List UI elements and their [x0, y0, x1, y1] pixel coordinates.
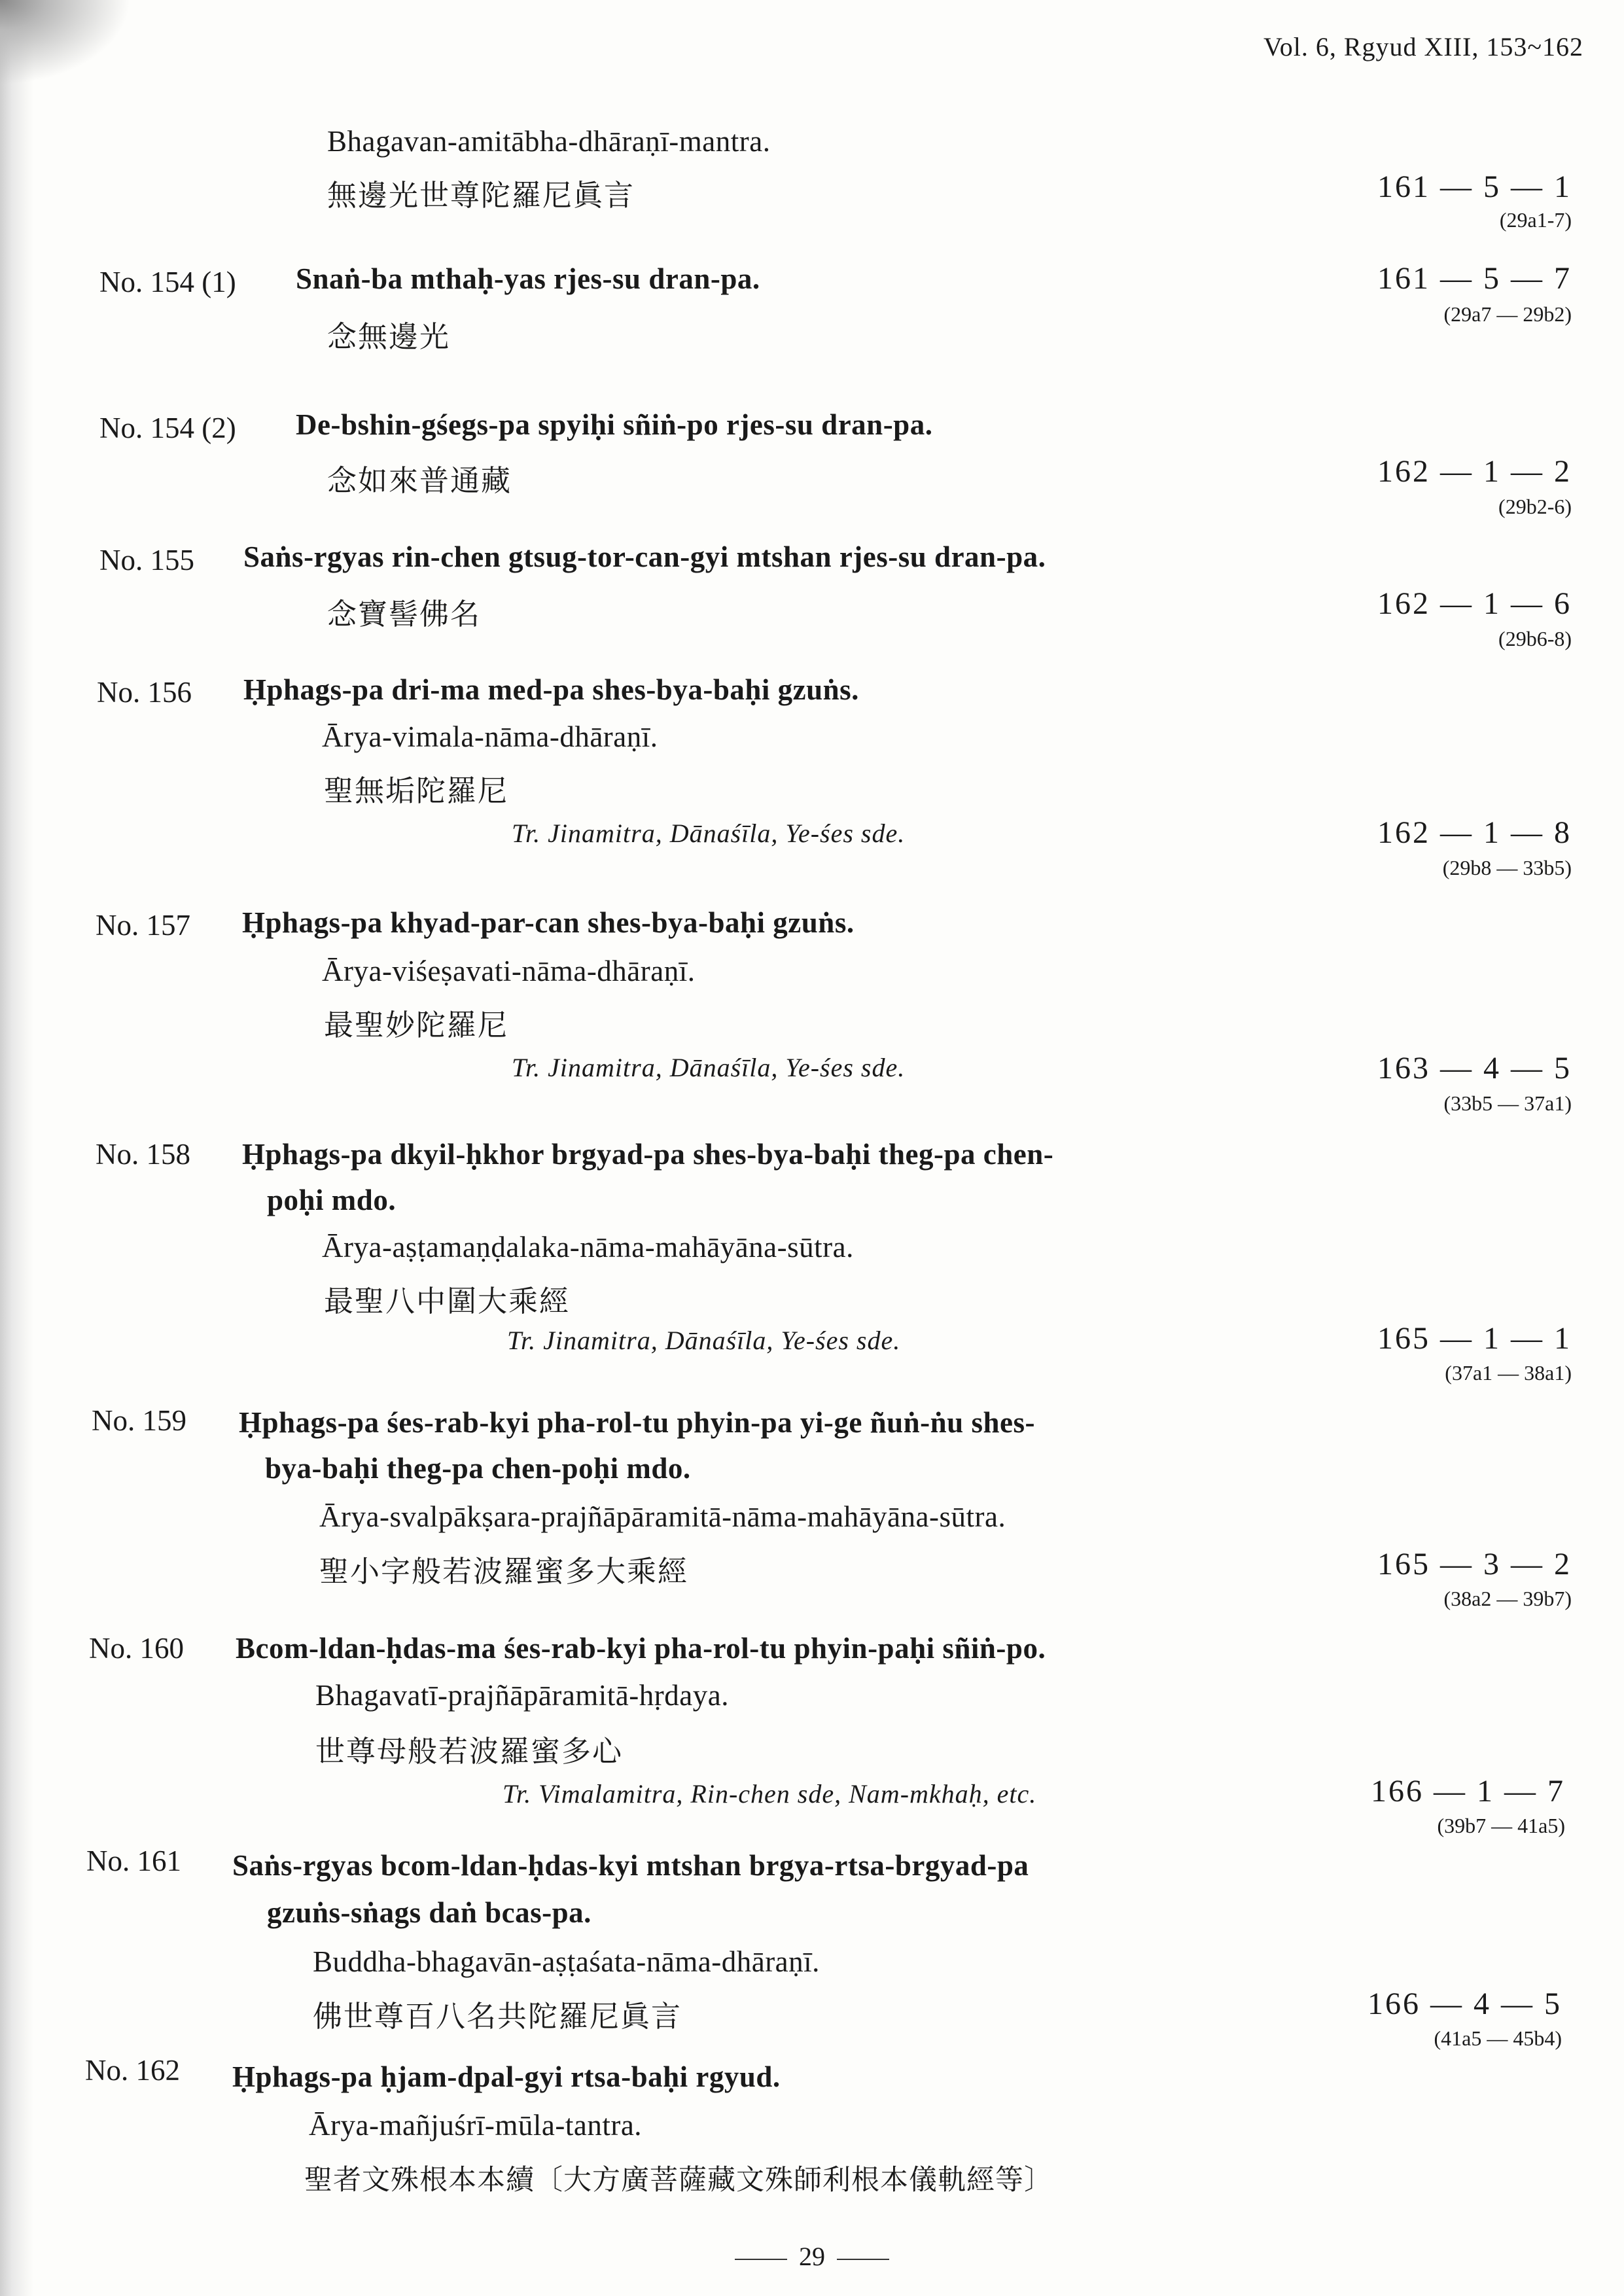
- tibetan-title: Bcom-ldan-ḥdas-ma śes-rab-kyi pha-rol-tu phyin-paḥi sñiṅ-po.: [236, 1632, 1046, 1665]
- chinese-title: 無邊光世尊陀羅尼眞言: [327, 178, 635, 213]
- sanskrit-title: Ārya-vimala-nāma-dhāraṇī.: [322, 720, 658, 753]
- folio-ref: (33b5 — 37a1): [1443, 1091, 1572, 1115]
- volume-page-ref: 166 — 1 — 7: [1371, 1774, 1565, 1809]
- tibetan-title: Ḥphags-pa ḥjam-dpal-gyi rtsa-baḥi rgyud.: [232, 2060, 781, 2093]
- translators: Tr. Jinamitra, Dānaśīla, Ye-śes sde.: [507, 1326, 901, 1355]
- folio-ref: (29b8 — 33b5): [1442, 856, 1572, 879]
- chinese-title: 聖小字般若波羅蜜多大乘經: [319, 1554, 689, 1589]
- folio-ref: (29a7 — 29b2): [1443, 302, 1572, 326]
- entry-number: No. 154 (1): [99, 266, 236, 298]
- chinese-title: 聖者文殊根本本續〔大方廣菩薩藏文殊師利根本儀軌經等〕: [304, 2164, 1053, 2197]
- chinese-title: 世尊母般若波羅蜜多心: [315, 1734, 624, 1769]
- folio-ref: (41a5 — 45b4): [1434, 2026, 1562, 2050]
- tibetan-title-continued: poḥi mdo.: [267, 1184, 397, 1216]
- tibetan-title: Ḥphags-pa khyad-par-can shes-bya-baḥi gzuṅs.: [242, 906, 855, 939]
- folio-ref: (29b2-6): [1498, 495, 1572, 518]
- tibetan-title: Saṅs-rgyas bcom-ldan-ḥdas-kyi mtshan brgya-rtsa-brgyad-pa: [232, 1849, 1029, 1882]
- translators: Tr. Jinamitra, Dānaśīla, Ye-śes sde.: [512, 1053, 906, 1082]
- entry-number: No. 155: [99, 544, 194, 576]
- translators: Tr. Vimalamitra, Rin-chen sde, Nam-mkhaḥ, etc.: [503, 1779, 1037, 1809]
- sanskrit-title: Ārya-svalpākṣara-prajñāpāramitā-nāma-mahāyāna-sūtra.: [319, 1500, 1006, 1533]
- sanskrit-title: Buddha-bhagavān-aṣṭaśata-nāma-dhāraṇī.: [313, 1945, 820, 1978]
- volume-page-ref: 162 — 1 — 6: [1377, 586, 1572, 621]
- running-header: Vol. 6, Rgyud XIII, 153~162: [1263, 32, 1583, 62]
- folio-ref: (29a1-7): [1499, 208, 1572, 232]
- folio-ref: (37a1 — 38a1): [1445, 1361, 1572, 1385]
- volume-page-ref: 166 — 4 — 5: [1368, 1987, 1562, 2021]
- footer-rule-right: [837, 2259, 889, 2260]
- entry-number: No. 159: [92, 1404, 186, 1437]
- sanskrit-title: Bhagavan-amitābha-dhāraṇī-mantra.: [327, 125, 771, 158]
- sanskrit-title: Ārya-mañjuśrī-mūla-tantra.: [309, 2109, 643, 2142]
- volume-page-ref: 162 — 1 — 8: [1377, 815, 1572, 850]
- chinese-title: 最聖八中圍大乘經: [324, 1284, 571, 1318]
- tibetan-title: Snaṅ-ba mthaḥ-yas rjes-su dran-pa.: [296, 262, 760, 295]
- tibetan-title: De-bshin-gśegs-pa spyiḥi sñiṅ-po rjes-su dran-pa.: [296, 408, 933, 441]
- chinese-title: 聖無垢陀羅尼: [324, 773, 509, 808]
- page-number: 29: [799, 2242, 825, 2271]
- chinese-title: 佛世尊百八名共陀羅尼眞言: [313, 1999, 682, 2034]
- entry-number: No. 158: [96, 1138, 190, 1171]
- tibetan-title: Saṅs-rgyas rin-chen gtsug-tor-can-gyi mtshan rjes-su dran-pa.: [243, 540, 1046, 573]
- tibetan-title: Ḥphags-pa dkyil-ḥkhor brgyad-pa shes-bya-baḥi theg-pa chen-: [242, 1138, 1054, 1171]
- sanskrit-title: Bhagavatī-prajñāpāramitā-hṛdaya.: [315, 1679, 729, 1712]
- page-edge-shadow: [0, 0, 34, 2296]
- folio-ref: (29b6-8): [1498, 627, 1572, 650]
- entry-number: No. 160: [89, 1632, 184, 1665]
- tibetan-title: Ḥphags-pa śes-rab-kyi pha-rol-tu phyin-pa yi-ge ñuṅ-ṅu shes-: [239, 1406, 1035, 1439]
- chinese-title: 最聖妙陀羅尼: [324, 1008, 509, 1042]
- tibetan-title: Ḥphags-pa dri-ma med-pa shes-bya-baḥi gzuṅs.: [243, 673, 859, 706]
- page-footer: [0, 2241, 1624, 2272]
- entry-number: No. 157: [96, 909, 190, 942]
- volume-page-ref: 165 — 1 — 1: [1377, 1321, 1572, 1356]
- tibetan-title-continued: bya-baḥi theg-pa chen-poḥi mdo.: [265, 1452, 691, 1485]
- folio-ref: (39b7 — 41a5): [1437, 1814, 1565, 1837]
- volume-page-ref: 162 — 1 — 2: [1377, 454, 1572, 489]
- volume-page-ref: 161 — 5 — 1: [1377, 169, 1572, 204]
- entry-number: No. 154 (2): [99, 412, 236, 444]
- chinese-title: 念無邊光: [327, 319, 451, 354]
- volume-page-ref: 161 — 5 — 7: [1377, 261, 1572, 296]
- sanskrit-title: Ārya-aṣṭamaṇḍalaka-nāma-mahāyāna-sūtra.: [322, 1231, 854, 1263]
- sanskrit-title: Ārya-viśeṣavati-nāma-dhāraṇī.: [322, 955, 696, 987]
- folio-ref: (38a2 — 39b7): [1443, 1587, 1572, 1610]
- tibetan-title-continued: gzuṅs-sṅags daṅ bcas-pa.: [267, 1896, 591, 1929]
- chinese-title: 念寶髻佛名: [327, 597, 482, 631]
- footer-rule-left: [735, 2259, 787, 2260]
- entry-number: No. 161: [86, 1845, 181, 1877]
- translators: Tr. Jinamitra, Dānaśīla, Ye-śes sde.: [512, 819, 906, 848]
- chinese-title: 念如來普通藏: [327, 463, 512, 498]
- scan-corner-mark: [0, 0, 131, 85]
- entry-number: No. 162: [85, 2054, 180, 2087]
- entry-number: No. 156: [97, 676, 192, 709]
- volume-page-ref: 163 — 4 — 5: [1377, 1051, 1572, 1086]
- volume-page-ref: 165 — 3 — 2: [1377, 1547, 1572, 1581]
